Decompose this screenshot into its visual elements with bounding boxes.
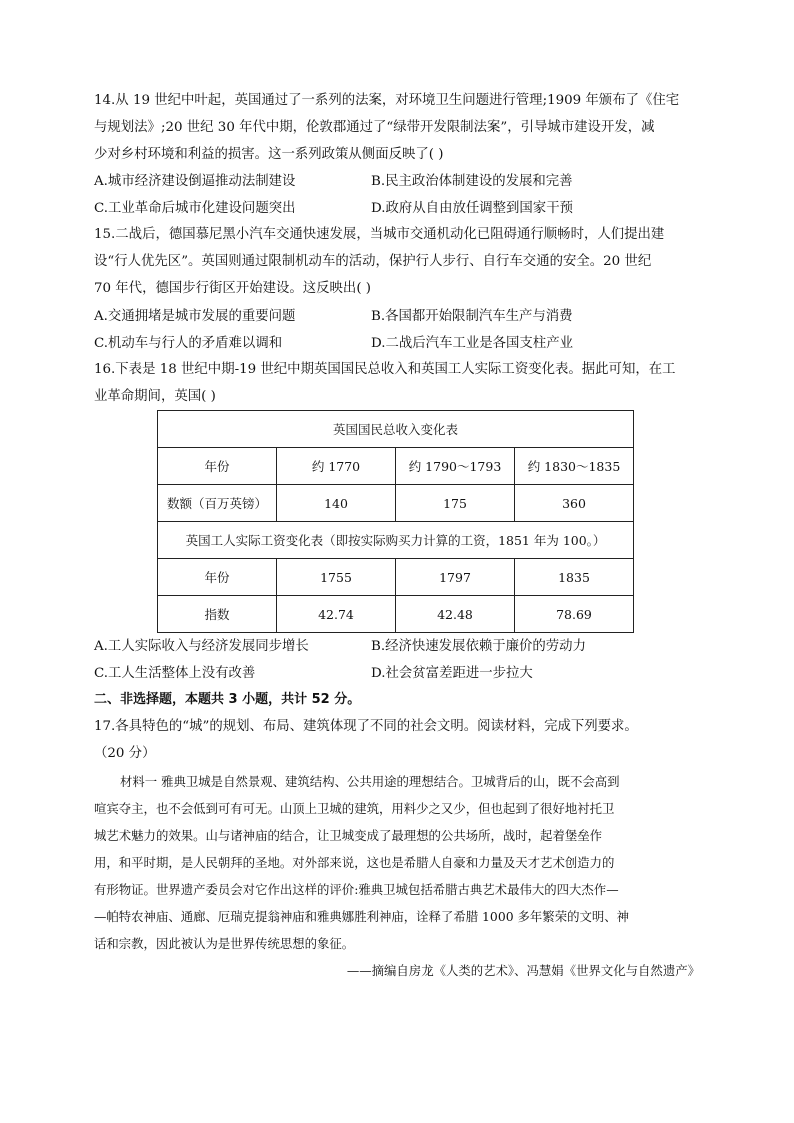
q16-option-d[interactable]: D.社会贫富差距进一步拉大	[371, 666, 533, 682]
material-line: 喧宾夺主，也不会低到可有可无。山顶上卫城的建筑，用料少之又少，但也起到了很好地衬托卫	[94, 800, 615, 816]
exam-page	[94, 88, 700, 984]
question-15	[94, 222, 700, 356]
q15-option-a[interactable]: A.交通拥堵是城市发展的重要问题	[94, 308, 296, 324]
q14-option-d[interactable]: D.政府从自由放任调整到国家干预	[371, 201, 573, 217]
q16-stem-line: 业革命期间，英国( )	[94, 388, 216, 404]
table-cell: 数额（百万英镑）	[158, 485, 277, 522]
material-line: 城艺术魅力的效果。山与诸神庙的结合，让卫城变成了最理想的公共场所，战时，起着堡垒作	[94, 827, 603, 843]
table-cell: 约 1830～1835	[515, 448, 634, 485]
q14-option-a[interactable]: A.城市经济建设倒逼推动法制建设	[94, 174, 296, 190]
material-source: ——摘编自房龙《人类的艺术》、冯慧娟《世界文化与自然遗产》	[346, 962, 700, 978]
q16-option-c[interactable]: C.工人生活整体上没有改善	[94, 666, 256, 682]
table-cell: 约 1790～1793	[396, 448, 515, 485]
q15-option-b[interactable]: B.各国都开始限制汽车生产与消费	[371, 308, 573, 324]
income-wage-table	[157, 410, 634, 633]
table-cell: 约 1770	[277, 448, 396, 485]
table-cell: 1755	[277, 559, 396, 596]
table-cell: 360	[515, 485, 634, 522]
q15-stem-line: 设“行人优先区”。英国则通过限制机动车的活动，保护行人步行、自行车交通的安全。20 世纪	[94, 254, 652, 270]
q16-option-a[interactable]: A.工人实际收入与经济发展同步增长	[94, 639, 309, 655]
material-line: 材料一 雅典卫城是自然景观、建筑结构、公共用途的理想结合。卫城背后的山，既不会高到	[120, 773, 620, 789]
material-line: 有形物证。世界遗产委员会对它作出这样的评价:雅典卫城包括希腊古典艺术最伟大的四大杰作—	[94, 881, 619, 897]
q15-stem-line: 15.二战后，德国慕尼黑小汽车交通快速发展，当城市交通机动化已阻碍通行顺畅时，人们提出建	[94, 227, 665, 243]
table-cell: 指数	[158, 596, 277, 633]
q15-option-c[interactable]: C.机动车与行人的矛盾难以调和	[94, 335, 283, 351]
q15-option-d[interactable]: D.二战后汽车工业是各国支柱产业	[371, 335, 573, 351]
table-row	[158, 596, 634, 633]
table-cell: 140	[277, 485, 396, 522]
table-title-wage: 英国工人实际工资变化表（即按实际购买力计算的工资，1851 年为 100。）	[158, 522, 634, 559]
q17-stem-line: 17.各具特色的“城”的规划、布局、建筑体现了不同的社会文明。阅读材料，完成下列要求。	[94, 719, 638, 735]
table-cell: 175	[396, 485, 515, 522]
q16-stem-line: 16.下表是 18 世纪中期-19 世纪中期英国国民总收入和英国工人实际工资变化表。据此可知，在工	[94, 361, 676, 377]
question-14	[94, 88, 700, 222]
table-row	[158, 448, 634, 485]
section-heading: 二、非选择题，本题共 3 小题，共计 52 分。	[94, 692, 361, 708]
table-cell: 1797	[396, 559, 515, 596]
table-title-income: 英国国民总收入变化表	[158, 411, 634, 448]
table-cell: 年份	[158, 559, 277, 596]
q14-stem-line: 14.从 19 世纪中叶起，英国通过了一系列的法案，对环境卫生问题进行管理;1909 年颁布了《住宅	[94, 93, 680, 108]
q16-option-b[interactable]: B.经济快速发展依赖于廉价的劳动力	[371, 639, 586, 655]
table-cell: 42.74	[277, 596, 396, 633]
table-row	[158, 559, 634, 596]
q14-option-c[interactable]: C.工业革命后城市化建设问题突出	[94, 201, 296, 217]
table-cell: 年份	[158, 448, 277, 485]
table-cell: 42.48	[396, 596, 515, 633]
material-line: 话和宗教，因此被认为是世界传统思想的象征。	[94, 935, 355, 951]
question-17	[94, 714, 700, 984]
table-row	[158, 485, 634, 522]
q14-option-b[interactable]: B.民主政治体制建设的发展和完善	[371, 174, 573, 190]
question-16	[94, 357, 700, 688]
material-line: —帕特农神庙、通廊、厄瑞克提翁神庙和雅典娜胜利神庙，诠释了希腊 1000 多年繁荣的文明、神	[94, 908, 630, 924]
q14-stem-line: 少对乡村环境和利益的损害。这一系列政策从侧面反映了( )	[94, 146, 444, 162]
q15-stem-line: 70 年代，德国步行街区开始建设。这反映出( )	[94, 280, 372, 296]
table-cell: 78.69	[515, 596, 634, 633]
q14-stem-line: 与规划法》;20 世纪 30 年代中期，伦敦郡通过了“绿带开发限制法案”，引导城市建设开发，减	[94, 119, 655, 135]
table-cell: 1835	[515, 559, 634, 596]
q17-stem-line: （20 分）	[94, 745, 156, 761]
material-one	[94, 768, 700, 957]
material-line: 用，和平时期，是人民朝拜的圣地。对外部来说，这也是希腊人自豪和力量及天才艺术创造力的	[94, 854, 615, 870]
